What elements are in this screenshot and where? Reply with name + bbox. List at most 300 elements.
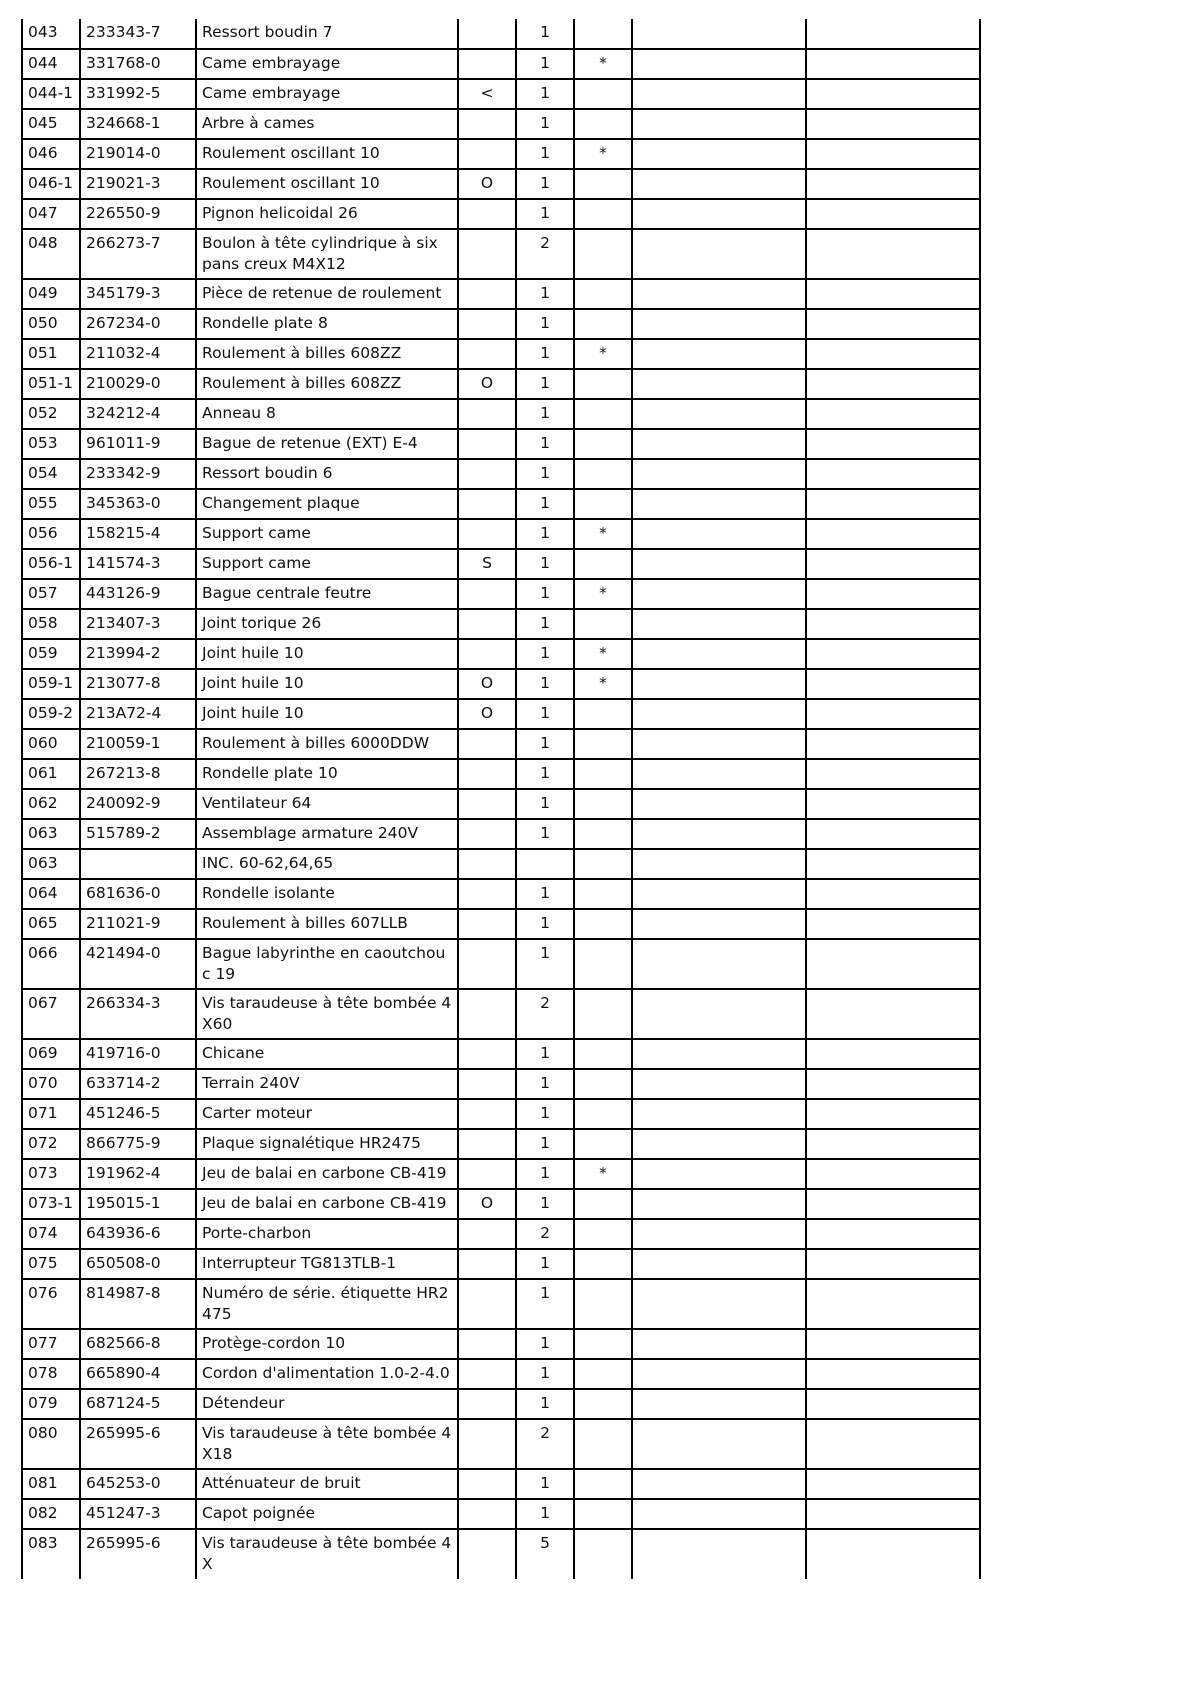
part-number: 324668-1 <box>80 109 196 139</box>
description: Plaque signalétique HR2475 <box>196 1129 458 1159</box>
blank-cell <box>806 879 980 909</box>
mark <box>458 229 516 279</box>
blank-cell <box>632 639 806 669</box>
table-row <box>22 1249 980 1279</box>
blank-cell <box>632 1469 806 1499</box>
note <box>574 1129 632 1159</box>
quantity: 1 <box>516 1279 574 1329</box>
item-number: 075 <box>22 1249 80 1279</box>
table-row <box>22 519 980 549</box>
quantity: 5 <box>516 1529 574 1579</box>
part-number: 421494-0 <box>80 939 196 989</box>
description: Atténuateur de bruit <box>196 1469 458 1499</box>
note <box>574 1039 632 1069</box>
table-row <box>22 199 980 229</box>
blank-cell <box>806 1279 980 1329</box>
quantity: 1 <box>516 819 574 849</box>
table-row <box>22 399 980 429</box>
item-number: 046-1 <box>22 169 80 199</box>
blank-cell <box>632 1329 806 1359</box>
item-number: 072 <box>22 1129 80 1159</box>
table-row <box>22 229 980 279</box>
note <box>574 1529 632 1579</box>
blank-cell <box>806 1129 980 1159</box>
blank-cell <box>806 429 980 459</box>
description: Terrain 240V <box>196 1069 458 1099</box>
table-row <box>22 1499 980 1529</box>
note <box>574 989 632 1039</box>
blank-cell <box>632 609 806 639</box>
note <box>574 1329 632 1359</box>
item-number: 061 <box>22 759 80 789</box>
blank-cell <box>632 989 806 1039</box>
note: * <box>574 639 632 669</box>
part-number: 267213-8 <box>80 759 196 789</box>
mark <box>458 309 516 339</box>
note <box>574 699 632 729</box>
note <box>574 609 632 639</box>
blank-cell <box>806 399 980 429</box>
quantity: 1 <box>516 199 574 229</box>
part-number: 643936-6 <box>80 1219 196 1249</box>
description: Ventilateur 64 <box>196 789 458 819</box>
blank-cell <box>806 1099 980 1129</box>
quantity: 1 <box>516 1359 574 1389</box>
blank-cell <box>632 819 806 849</box>
description: Assemblage armature 240V <box>196 819 458 849</box>
item-number: 058 <box>22 609 80 639</box>
part-number: 961011-9 <box>80 429 196 459</box>
item-number: 054 <box>22 459 80 489</box>
quantity: 1 <box>516 1249 574 1279</box>
part-number: 331768-0 <box>80 49 196 79</box>
part-number: 266334-3 <box>80 989 196 1039</box>
mark <box>458 459 516 489</box>
blank-cell <box>632 849 806 879</box>
part-number: 240092-9 <box>80 789 196 819</box>
table-row <box>22 1189 980 1219</box>
description: Joint huile 10 <box>196 699 458 729</box>
blank-cell <box>806 459 980 489</box>
item-number: 064 <box>22 879 80 909</box>
note <box>574 429 632 459</box>
quantity: 1 <box>516 1099 574 1129</box>
blank-cell <box>632 459 806 489</box>
description: Vis taraudeuse à tête bombée 4X <box>196 1529 458 1579</box>
blank-cell <box>632 19 806 49</box>
item-number: 047 <box>22 199 80 229</box>
note <box>574 1219 632 1249</box>
table-row <box>22 989 980 1039</box>
part-number: 324212-4 <box>80 399 196 429</box>
note <box>574 369 632 399</box>
description: Roulement à billes 6000DDW <box>196 729 458 759</box>
quantity: 1 <box>516 519 574 549</box>
quantity: 1 <box>516 369 574 399</box>
part-number: 682566-8 <box>80 1329 196 1359</box>
note: * <box>574 519 632 549</box>
quantity: 1 <box>516 939 574 989</box>
note <box>574 309 632 339</box>
note <box>574 19 632 49</box>
quantity: 1 <box>516 1069 574 1099</box>
blank-cell <box>632 1499 806 1529</box>
note <box>574 1069 632 1099</box>
blank-cell <box>806 1159 980 1189</box>
quantity <box>516 849 574 879</box>
quantity: 1 <box>516 699 574 729</box>
table-row <box>22 759 980 789</box>
blank-cell <box>806 139 980 169</box>
mark: O <box>458 1189 516 1219</box>
blank-cell <box>632 669 806 699</box>
mark: S <box>458 549 516 579</box>
blank-cell <box>632 549 806 579</box>
blank-cell <box>632 519 806 549</box>
description: Roulement oscillant 10 <box>196 169 458 199</box>
mark: O <box>458 669 516 699</box>
blank-cell <box>806 759 980 789</box>
table-row <box>22 489 980 519</box>
note: * <box>574 49 632 79</box>
note <box>574 849 632 879</box>
item-number: 059-2 <box>22 699 80 729</box>
table-row <box>22 939 980 989</box>
blank-cell <box>806 1469 980 1499</box>
note <box>574 1249 632 1279</box>
item-number: 048 <box>22 229 80 279</box>
description: Capot poignée <box>196 1499 458 1529</box>
mark <box>458 279 516 309</box>
blank-cell <box>806 279 980 309</box>
blank-cell <box>632 879 806 909</box>
description: Vis taraudeuse à tête bombée 4X18 <box>196 1419 458 1469</box>
blank-cell <box>632 1219 806 1249</box>
quantity: 1 <box>516 759 574 789</box>
part-number: 345363-0 <box>80 489 196 519</box>
blank-cell <box>632 1419 806 1469</box>
blank-cell <box>806 609 980 639</box>
item-number: 045 <box>22 109 80 139</box>
part-number: 331992-5 <box>80 79 196 109</box>
item-number: 073-1 <box>22 1189 80 1219</box>
blank-cell <box>806 1499 980 1529</box>
part-number: 211021-9 <box>80 909 196 939</box>
part-number: 265995-6 <box>80 1419 196 1469</box>
mark <box>458 759 516 789</box>
mark: O <box>458 169 516 199</box>
quantity: 1 <box>516 639 574 669</box>
part-number: 633714-2 <box>80 1069 196 1099</box>
mark: O <box>458 699 516 729</box>
quantity: 1 <box>516 1129 574 1159</box>
part-number: 211032-4 <box>80 339 196 369</box>
quantity: 2 <box>516 989 574 1039</box>
blank-cell <box>806 1419 980 1469</box>
mark <box>458 1499 516 1529</box>
quantity: 1 <box>516 1159 574 1189</box>
note: * <box>574 339 632 369</box>
table-row <box>22 1129 980 1159</box>
mark <box>458 1279 516 1329</box>
note <box>574 1279 632 1329</box>
blank-cell <box>632 49 806 79</box>
part-number: 265995-6 <box>80 1529 196 1579</box>
blank-cell <box>632 229 806 279</box>
mark <box>458 139 516 169</box>
item-number: 063 <box>22 819 80 849</box>
quantity: 1 <box>516 1039 574 1069</box>
part-number: 219021-3 <box>80 169 196 199</box>
item-number: 050 <box>22 309 80 339</box>
note <box>574 1389 632 1419</box>
blank-cell <box>632 79 806 109</box>
blank-cell <box>806 579 980 609</box>
item-number: 059-1 <box>22 669 80 699</box>
description: Arbre à cames <box>196 109 458 139</box>
blank-cell <box>632 1359 806 1389</box>
table-row <box>22 169 980 199</box>
blank-cell <box>806 369 980 399</box>
part-number: 650508-0 <box>80 1249 196 1279</box>
item-number: 056 <box>22 519 80 549</box>
item-number: 060 <box>22 729 80 759</box>
description: Bague de retenue (EXT) E-4 <box>196 429 458 459</box>
description: Cordon d'alimentation 1.0-2-4.0 <box>196 1359 458 1389</box>
item-number: 080 <box>22 1419 80 1469</box>
table-row <box>22 879 980 909</box>
quantity: 1 <box>516 49 574 79</box>
description: Pièce de retenue de roulement <box>196 279 458 309</box>
blank-cell <box>632 169 806 199</box>
note: * <box>574 1159 632 1189</box>
quantity: 1 <box>516 1469 574 1499</box>
quantity: 1 <box>516 19 574 49</box>
blank-cell <box>806 1249 980 1279</box>
mark <box>458 1249 516 1279</box>
part-number: 345179-3 <box>80 279 196 309</box>
blank-cell <box>632 909 806 939</box>
part-number: 419716-0 <box>80 1039 196 1069</box>
blank-cell <box>632 139 806 169</box>
table-row <box>22 49 980 79</box>
part-number: 515789-2 <box>80 819 196 849</box>
quantity: 1 <box>516 309 574 339</box>
item-number: 049 <box>22 279 80 309</box>
mark <box>458 399 516 429</box>
blank-cell <box>806 639 980 669</box>
description: Ressort boudin 7 <box>196 19 458 49</box>
note <box>574 1359 632 1389</box>
quantity: 1 <box>516 279 574 309</box>
item-number: 052 <box>22 399 80 429</box>
quantity: 2 <box>516 1219 574 1249</box>
blank-cell <box>632 579 806 609</box>
blank-cell <box>806 939 980 989</box>
blank-cell <box>632 109 806 139</box>
blank-cell <box>632 199 806 229</box>
description: Chicane <box>196 1039 458 1069</box>
parts-list <box>21 19 981 1579</box>
note <box>574 789 632 819</box>
note <box>574 489 632 519</box>
part-number: 267234-0 <box>80 309 196 339</box>
description: Roulement à billes 608ZZ <box>196 369 458 399</box>
quantity: 1 <box>516 109 574 139</box>
blank-cell <box>632 1129 806 1159</box>
table-row <box>22 669 980 699</box>
note <box>574 819 632 849</box>
quantity: 1 <box>516 169 574 199</box>
quantity: 1 <box>516 489 574 519</box>
table-row <box>22 1359 980 1389</box>
note <box>574 229 632 279</box>
quantity: 1 <box>516 1189 574 1219</box>
item-number: 063 <box>22 849 80 879</box>
description: Roulement oscillant 10 <box>196 139 458 169</box>
note <box>574 1499 632 1529</box>
description: Carter moteur <box>196 1099 458 1129</box>
quantity: 1 <box>516 729 574 759</box>
blank-cell <box>632 729 806 759</box>
table-row <box>22 369 980 399</box>
mark <box>458 519 516 549</box>
item-number: 074 <box>22 1219 80 1249</box>
item-number: 082 <box>22 1499 80 1529</box>
quantity: 1 <box>516 909 574 939</box>
description: Pignon helicoidal 26 <box>196 199 458 229</box>
quantity: 1 <box>516 669 574 699</box>
table-row <box>22 549 980 579</box>
mark <box>458 849 516 879</box>
item-number: 069 <box>22 1039 80 1069</box>
blank-cell <box>632 1099 806 1129</box>
table-row <box>22 19 980 49</box>
table-row <box>22 1419 980 1469</box>
note <box>574 399 632 429</box>
note <box>574 939 632 989</box>
item-number: 051-1 <box>22 369 80 399</box>
table-row <box>22 109 980 139</box>
quantity: 1 <box>516 549 574 579</box>
description: Joint huile 10 <box>196 669 458 699</box>
note: * <box>574 579 632 609</box>
quantity: 1 <box>516 579 574 609</box>
blank-cell <box>806 1039 980 1069</box>
part-number: 213A72-4 <box>80 699 196 729</box>
note <box>574 879 632 909</box>
item-number: 044 <box>22 49 80 79</box>
item-number: 076 <box>22 1279 80 1329</box>
quantity: 1 <box>516 429 574 459</box>
table-row <box>22 1469 980 1499</box>
parts-table <box>21 19 981 1579</box>
description: Détendeur <box>196 1389 458 1419</box>
blank-cell <box>806 1529 980 1579</box>
part-number: 210029-0 <box>80 369 196 399</box>
blank-cell <box>806 1329 980 1359</box>
table-row <box>22 609 980 639</box>
table-row <box>22 429 980 459</box>
description: Support came <box>196 549 458 579</box>
part-number: 451246-5 <box>80 1099 196 1129</box>
note <box>574 109 632 139</box>
mark <box>458 1069 516 1099</box>
table-row <box>22 789 980 819</box>
mark <box>458 109 516 139</box>
description: Came embrayage <box>196 79 458 109</box>
table-row <box>22 309 980 339</box>
description: Roulement à billes 607LLB <box>196 909 458 939</box>
blank-cell <box>632 1039 806 1069</box>
part-number: 219014-0 <box>80 139 196 169</box>
table-row <box>22 819 980 849</box>
blank-cell <box>806 549 980 579</box>
item-number: 046 <box>22 139 80 169</box>
item-number: 078 <box>22 1359 80 1389</box>
description: Roulement à billes 608ZZ <box>196 339 458 369</box>
mark <box>458 1389 516 1419</box>
mark <box>458 1099 516 1129</box>
blank-cell <box>806 169 980 199</box>
part-number: 814987-8 <box>80 1279 196 1329</box>
description: Rondelle plate 8 <box>196 309 458 339</box>
part-number: 191962-4 <box>80 1159 196 1189</box>
mark <box>458 49 516 79</box>
note <box>574 1099 632 1129</box>
blank-cell <box>632 429 806 459</box>
blank-cell <box>632 759 806 789</box>
blank-cell <box>632 279 806 309</box>
item-number: 081 <box>22 1469 80 1499</box>
blank-cell <box>806 819 980 849</box>
blank-cell <box>806 729 980 759</box>
quantity: 1 <box>516 609 574 639</box>
table-row <box>22 1389 980 1419</box>
blank-cell <box>632 1159 806 1189</box>
part-number: 451247-3 <box>80 1499 196 1529</box>
table-row <box>22 139 980 169</box>
mark <box>458 429 516 459</box>
table-row <box>22 1069 980 1099</box>
blank-cell <box>632 1189 806 1219</box>
mark <box>458 789 516 819</box>
mark: O <box>458 369 516 399</box>
description: Jeu de balai en carbone CB-419 <box>196 1159 458 1189</box>
blank-cell <box>632 1389 806 1419</box>
quantity: 2 <box>516 229 574 279</box>
note <box>574 549 632 579</box>
blank-cell <box>806 199 980 229</box>
item-number: 070 <box>22 1069 80 1099</box>
part-number: 443126-9 <box>80 579 196 609</box>
mark <box>458 819 516 849</box>
item-number: 056-1 <box>22 549 80 579</box>
table-row <box>22 1219 980 1249</box>
blank-cell <box>806 909 980 939</box>
description: Rondelle plate 10 <box>196 759 458 789</box>
blank-cell <box>806 19 980 49</box>
item-number: 083 <box>22 1529 80 1579</box>
description: Rondelle isolante <box>196 879 458 909</box>
blank-cell <box>632 1069 806 1099</box>
table-row <box>22 279 980 309</box>
description: Came embrayage <box>196 49 458 79</box>
description: Changement plaque <box>196 489 458 519</box>
note <box>574 909 632 939</box>
table-row <box>22 849 980 879</box>
quantity: 1 <box>516 1389 574 1419</box>
